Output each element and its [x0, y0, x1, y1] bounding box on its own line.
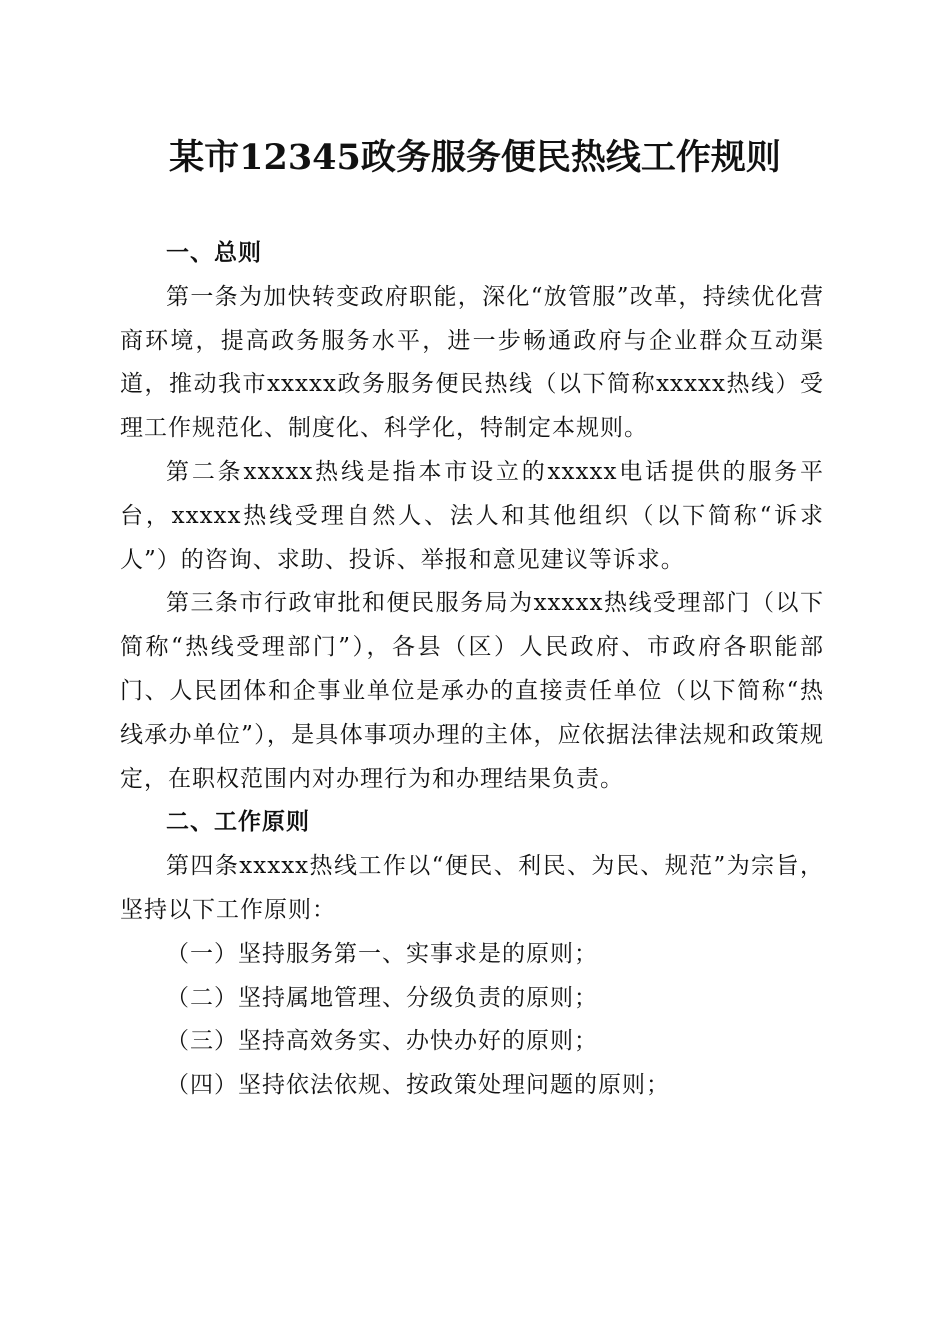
document-title: 某市12345政务服务便民热线工作规则 [169, 137, 781, 178]
principle-item: （四）坚持依法依规、按政策处理问题的原则； [166, 1072, 670, 1099]
document-body [120, 232, 824, 1108]
section-heading-principles: 二、工作原则 [166, 809, 310, 836]
article-3-paragraph: 第三条市行政审批和便民服务局为xxxxx热线受理部门（以下简称“热线受理部门”），各县（区）人民政府、市政府各职能部门、人民团体和企事业单位是承办的直接责任单位（以下简称“热线承办单位”），是具体事项办理的主体，应依据法律法规和政策规定，在职权范围内对办理行为和办理结果负责。 [120, 590, 824, 792]
article-1-paragraph: 第一条为加快转变政府职能，深化“放管服”改革，持续优化营商环境，提高政务服务水平，进一步畅通政府与企业群众互动渠道，推动我市xxxxx政务服务便民热线（以下简称xxxxx热线）受理工作规范化、制度化、科学化，特制定本规则。 [120, 283, 824, 442]
article-4-paragraph: 第四条xxxxx热线工作以“便民、利民、为民、规范”为宗旨，坚持以下工作原则： [120, 853, 824, 923]
article-2-paragraph: 第二条xxxxx热线是指本市设立的xxxxx电话提供的服务平台，xxxxx热线受理自然人、法人和其他组织（以下简称“诉求人”）的咨询、求助、投诉、举报和意见建议等诉求。 [120, 458, 824, 573]
section-heading-general: 一、总则 [166, 240, 262, 266]
principle-item: （一）坚持服务第一、实事求是的原则； [166, 940, 598, 967]
principle-item: （二）坚持属地管理、分级负责的原则； [166, 984, 598, 1011]
principle-item: （三）坚持高效务实、办快办好的原则； [166, 1028, 598, 1055]
